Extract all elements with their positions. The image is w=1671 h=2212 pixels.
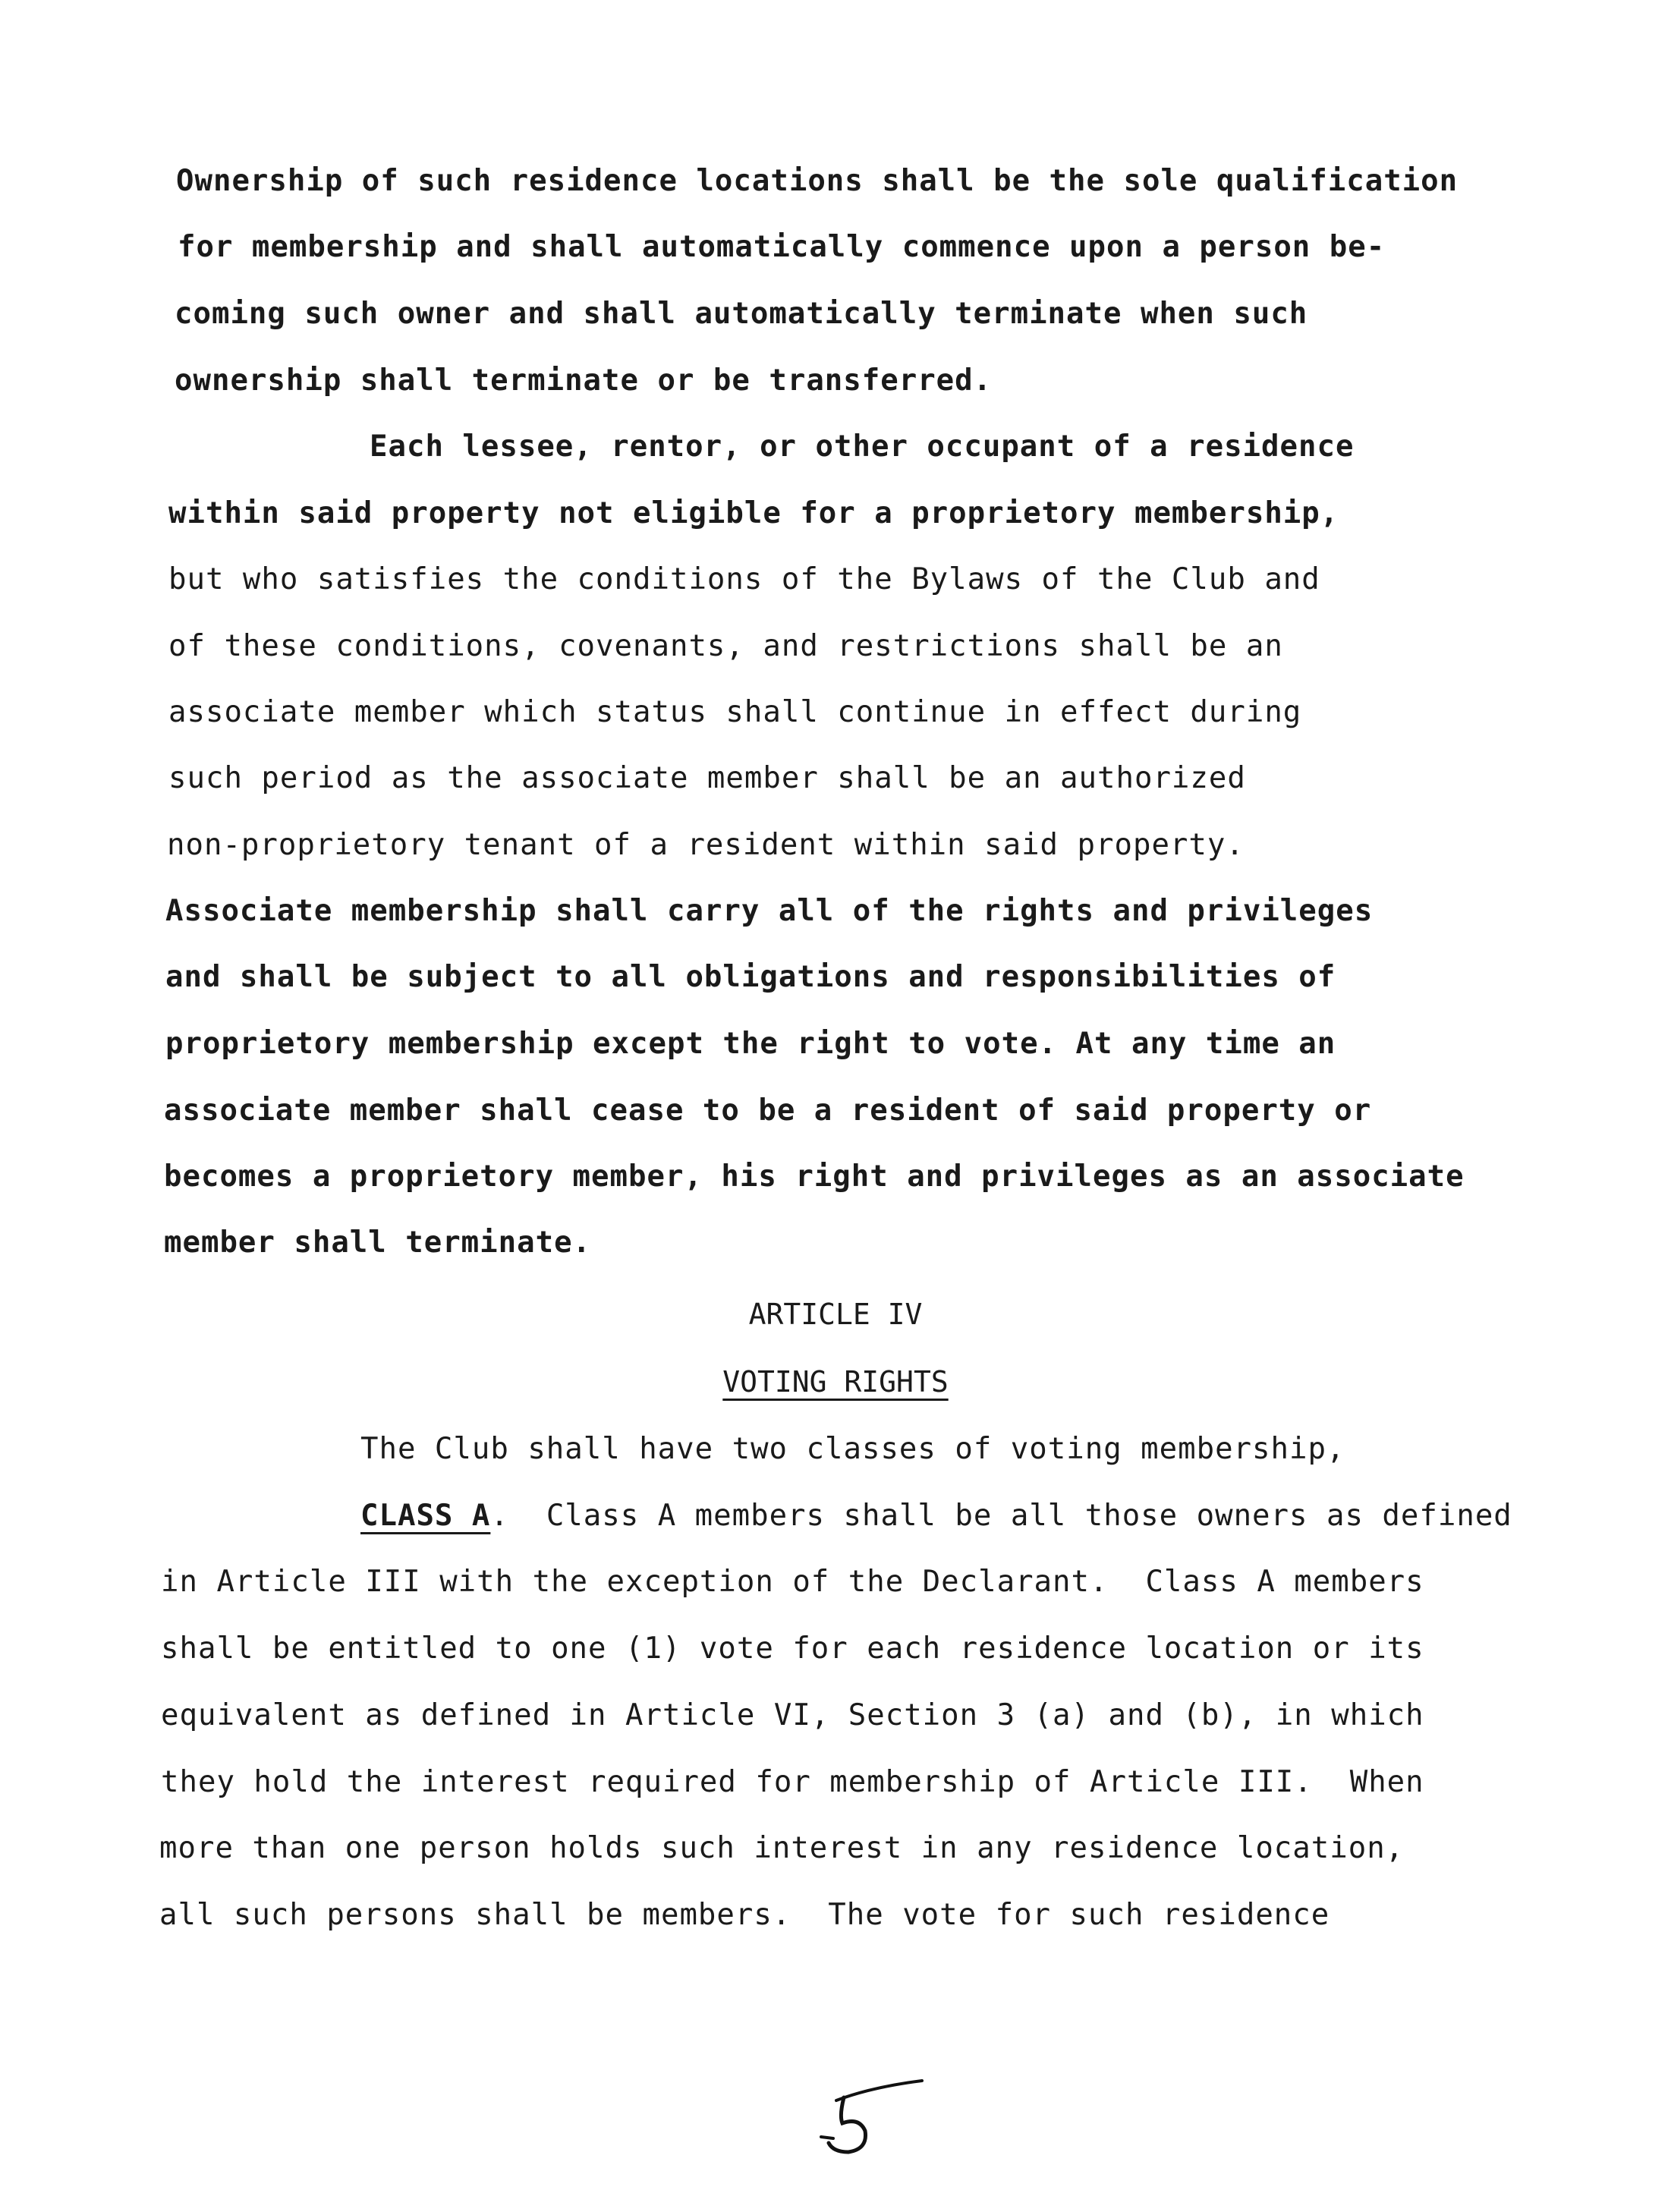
paragraph-4-line-3: shall be entitled to one (1) vote for each residence location or its [161, 1631, 1424, 1666]
paragraph-2-line-12: becomes a proprietory member, his right and privileges as an associate [164, 1159, 1465, 1194]
article-title-text: VOTING RIGHTS [722, 1365, 949, 1399]
paragraph-2-line-11: associate member shall cease to be a resident of said property or [164, 1093, 1372, 1128]
handwritten-page-number-icon [789, 2064, 941, 2170]
article-number: ARTICLE IV [748, 1298, 923, 1331]
article-title [0, 1364, 1671, 1400]
paragraph-1-line-1: Ownership of such residence locations shall be the sole qualification [176, 164, 1459, 198]
paragraph-2-line-10: proprietory membership except the right to vote. At any time an [165, 1027, 1336, 1061]
paragraph-2-line-7: non-proprietory tenant of a resident within said property. [167, 828, 1245, 862]
paragraph-4-line-7: all such persons shall be members. The vote for such residence [159, 1898, 1330, 1932]
paragraph-2-line-2: within said property not eligible for a proprietory membership, [168, 496, 1339, 530]
paragraph-2-line-5: associate member which status shall continue in effect during [168, 695, 1302, 729]
paragraph-2-line-4: of these conditions, covenants, and restrictions shall be an [168, 629, 1283, 663]
class-a-label: CLASS A [360, 1499, 491, 1533]
page-number [789, 2064, 941, 2170]
paragraph-4-line-4: equivalent as defined in Article VI, Section 3 (a) and (b), in which [161, 1698, 1424, 1732]
paragraph-4-line-1 [360, 1498, 1512, 1534]
paragraph-3-line-1: The Club shall have two classes of voting membership, [360, 1432, 1345, 1466]
paragraph-2-line-3: but who satisfies the conditions of the Bylaws of the Club and [168, 562, 1320, 596]
paragraph-4-line-1-rest: Class A members shall be all those owners as defined [508, 1499, 1512, 1533]
paragraph-2-line-1: Each lessee, rentor, or other occupant of a residence [370, 429, 1355, 464]
class-a-label-suffix: . [490, 1499, 509, 1533]
paragraph-4-line-2: in Article III with the exception of the Declarant. Class A members [161, 1565, 1424, 1599]
paragraph-4-line-5: they hold the interest required for membership of Article III. When [161, 1765, 1424, 1799]
paragraph-2-line-6: such period as the associate member shall be an authorized [168, 761, 1246, 795]
paragraph-2-line-8: Associate membership shall carry all of the rights and privileges [165, 894, 1374, 928]
paragraph-2-line-13: member shall terminate. [164, 1226, 592, 1260]
paragraph-2-line-9: and shall be subject to all obligations and responsibilities of [165, 960, 1336, 994]
paragraph-4-line-6: more than one person holds such interest in any residence location, [159, 1831, 1405, 1865]
paragraph-1-line-2: for membership and shall automatically commence upon a person be- [178, 230, 1386, 264]
paragraph-1-line-3: coming such owner and shall automatically terminate when such [175, 297, 1308, 331]
paragraph-1-line-4: ownership shall terminate or be transferred. [175, 363, 993, 398]
